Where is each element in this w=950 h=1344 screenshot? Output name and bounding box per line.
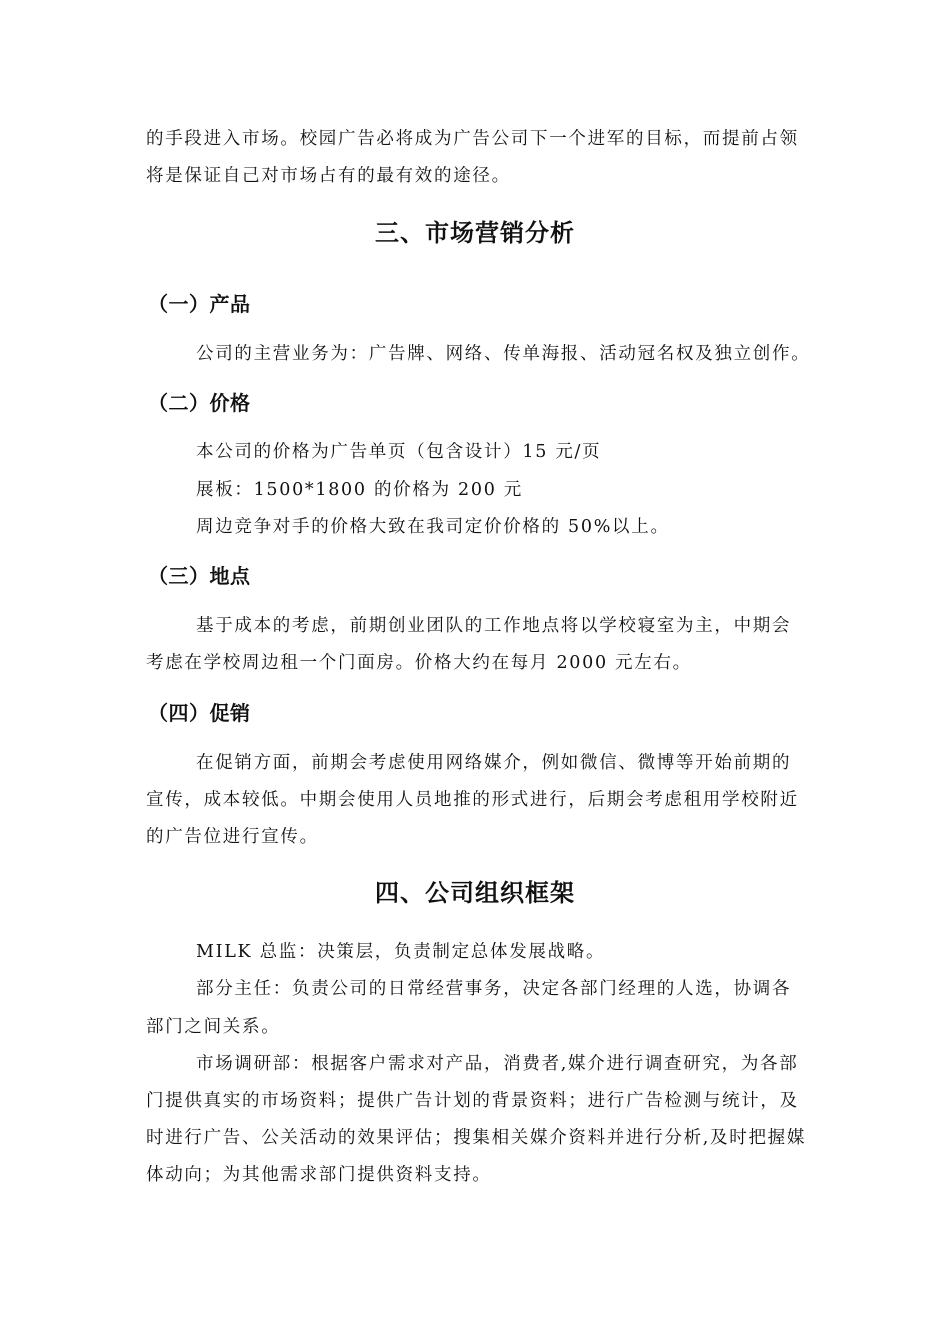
price-line-2: 展板：1500*1800 的价格为 200 元 [196,480,524,500]
promotion-line-2: 宣传，成本较低。中期会使用人员地推的形式进行，后期会考虑租用学校附近 [146,790,799,810]
place-line-2: 考虑在学校周边租一个门面房。价格大约在每月 2000 元左右。 [146,653,692,673]
product-text: 公司的主营业务为：广告牌、网络、传单海报、活动冠名权及独立创作。 [196,344,811,364]
research-line-2: 门提供真实的市场资料；提供广告计划的背景资料；进行广告检测与统计，及 [146,1091,799,1111]
section-4-title: 四、公司组织框架 [375,879,575,907]
price-heading: （二）价格 [148,391,251,415]
research-line-4: 体动向；为其他需求部门提供资料支持。 [146,1165,492,1185]
product-heading: （一）产品 [148,292,251,316]
intro-line-1: 的手段进入市场。校园广告必将成为广告公司下一个进军的目标，而提前占领 [146,129,799,149]
place-heading: （三）地点 [148,564,251,588]
price-line-1: 本公司的价格为广告单页（包含设计）15 元/页 [196,442,602,462]
director-text: MILK 总监：决策层，负责制定总体发展战略。 [196,942,606,962]
intro-line-2: 将是保证自己对市场占有的最有效的途径。 [146,166,511,186]
promotion-line-3: 的广告位进行宣传。 [146,827,319,847]
research-line-1: 市场调研部：根据客户需求对产品，消费者,媒介进行调查研究，为各部 [196,1054,799,1074]
place-line-1: 基于成本的考虑，前期创业团队的工作地点将以学校寝室为主，中期会 [196,616,792,636]
section-3-title: 三、市场营销分析 [375,219,575,247]
manager-line-2: 部门之间关系。 [146,1017,281,1037]
promotion-heading: （四）促销 [148,701,251,725]
promotion-line-1: 在促销方面，前期会考虑使用网络媒介，例如微信、微博等开始前期的 [196,753,792,773]
research-line-3: 时进行广告、公关活动的效果评估；搜集相关媒介资料并进行分析,及时把握媒 [146,1128,807,1148]
price-line-3: 周边竞争对手的价格大致在我司定价价格的 50%以上。 [196,517,670,537]
manager-line-1: 部分主任：负责公司的日常经营事务，决定各部门经理的人选，协调各 [196,979,792,999]
